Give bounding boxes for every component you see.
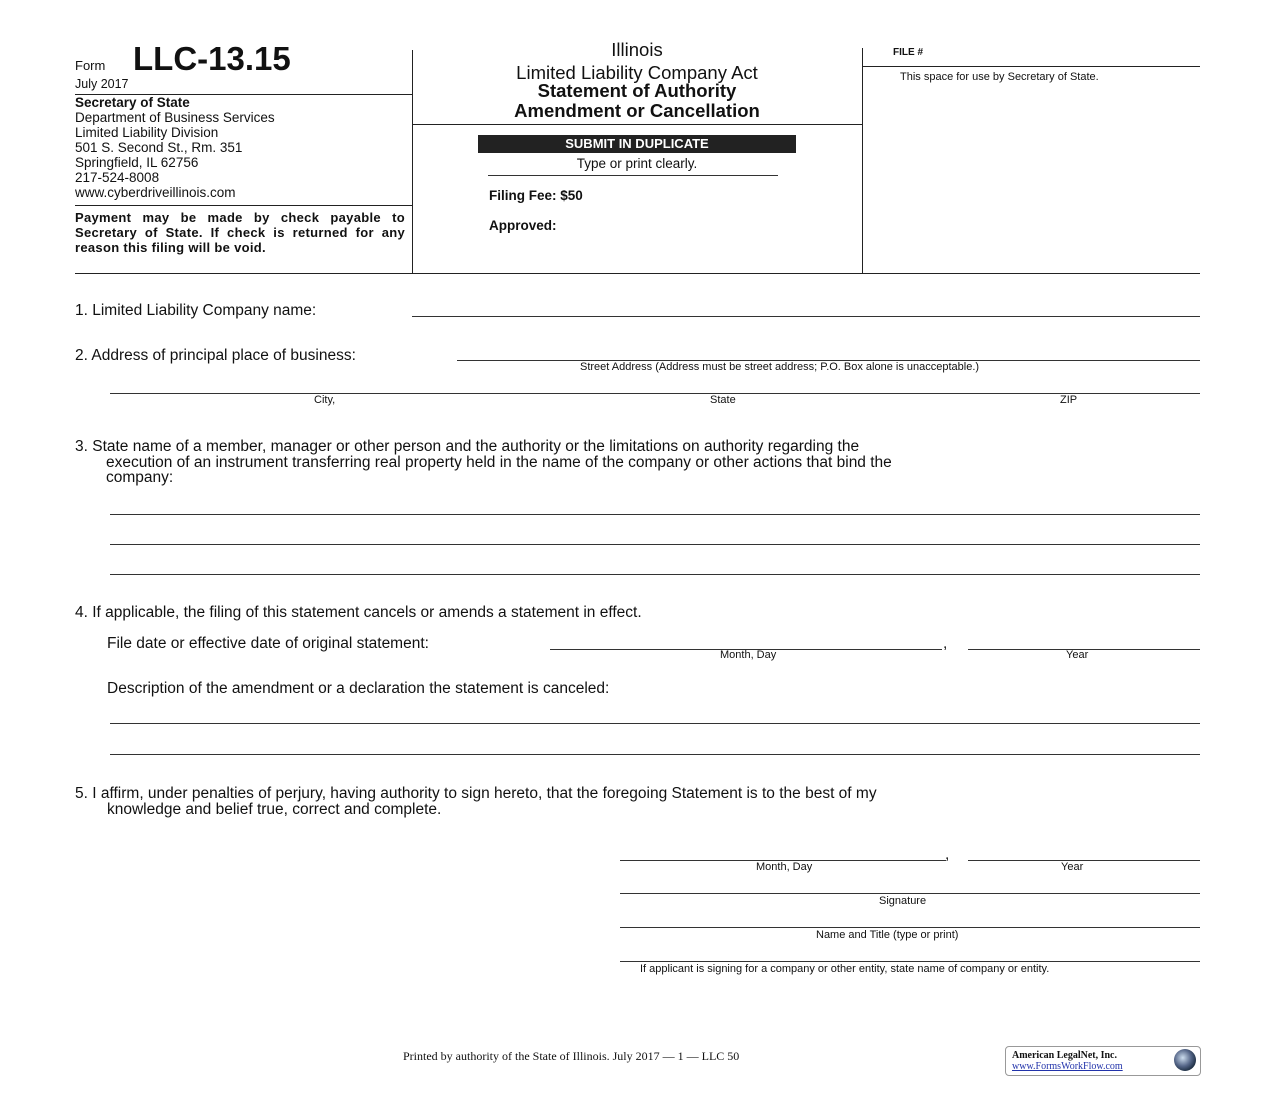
title: Statement of Authority [537, 80, 737, 101]
submit-duplicate-banner: SUBMIT IN DUPLICATE [478, 135, 796, 153]
city-state-zip-field[interactable] [110, 393, 1200, 394]
q4-date-label: File date or effective date of original statement: [107, 635, 429, 652]
form-date: July 2017 [75, 77, 129, 91]
q1-label: 1. Limited Liability Company name: [75, 302, 317, 319]
form-label: Form [75, 58, 106, 73]
description-field-line[interactable] [110, 723, 1200, 724]
signature-caption: Signature [879, 895, 927, 907]
divider [75, 205, 412, 206]
name-title-field[interactable] [620, 927, 1200, 928]
agency-address [75, 95, 275, 200]
q3-line: 3. State name of a member, manager or other person and the authority or the limitations on authority regarding the [75, 438, 860, 455]
entity-name-field[interactable] [620, 961, 1200, 962]
vendor-name: American LegalNet, Inc. [1012, 1050, 1117, 1061]
divider [488, 175, 778, 176]
approved-label: Approved: [489, 218, 557, 233]
company-name-field[interactable] [412, 316, 1200, 317]
divider [75, 273, 1200, 274]
description-field-line[interactable] [110, 754, 1200, 755]
sign-year-field[interactable] [968, 860, 1200, 861]
divider [412, 124, 862, 125]
file-number-label: FILE # [893, 47, 924, 58]
printed-by-footer: Printed by authority of the State of Illinois. July 2017 — 1 — LLC 50 [403, 1049, 740, 1063]
subtitle: Amendment or Cancellation [514, 100, 760, 121]
agency-line: Department of Business Services [75, 110, 275, 125]
q3-line: execution of an instrument transferring real property held in the name of the company or other actions that bind the [106, 453, 892, 471]
month-day-caption: Month, Day [720, 649, 777, 661]
authority-field-line[interactable] [110, 574, 1200, 575]
q4-desc-label: Description of the amendment or a declaration the statement is canceled: [107, 680, 610, 697]
type-print-note: Type or print clearly. [576, 156, 698, 171]
month-day-caption: Month, Day [756, 861, 813, 873]
state-caption: State [710, 394, 736, 406]
name-title-caption: Name and Title (type or print) [816, 929, 959, 941]
comma: , [943, 635, 948, 652]
authority-field-line[interactable] [110, 544, 1200, 545]
authority-field-line[interactable] [110, 514, 1200, 515]
signature-field[interactable] [620, 893, 1200, 894]
agency-line: Springfield, IL 62756 [75, 155, 199, 170]
zip-caption: ZIP [1060, 394, 1078, 406]
street-caption: Street Address (Address must be street address; P.O. Box alone is unacceptable.) [580, 361, 980, 373]
q2-label: 2. Address of principal place of business: [75, 347, 356, 364]
entity-caption: If applicant is signing for a company or other entity, state name of company or entity. [640, 963, 1050, 975]
q3-label [75, 439, 892, 486]
q5-line: 5. I affirm, under penalties of perjury, having authority to sign hereto, that the foregoing Statement is to the best of my [75, 785, 877, 802]
sos-use-note: This space for use by Secretary of State. [900, 71, 1099, 83]
year-caption: Year [1061, 861, 1084, 873]
agency-line: 501 S. Second St., Rm. 351 [75, 140, 243, 155]
payment-note: Payment may be made by check payable to Secretary of State. If check is returned for any reason this filing will be void. [75, 210, 405, 255]
state: Illinois [611, 39, 663, 60]
vendor-url[interactable]: www.FormsWorkFlow.com [1012, 1061, 1123, 1072]
comma: , [945, 846, 950, 863]
globe-logo-icon [1174, 1049, 1196, 1071]
form-number: LLC-13.15 [133, 40, 291, 77]
form-title [412, 38, 862, 121]
filing-fee: Filing Fee: $50 [489, 188, 583, 203]
q4-label: 4. If applicable, the filing of this statement cancels or amends a statement in effect. [75, 604, 642, 621]
agency-line: Limited Liability Division [75, 125, 219, 140]
website-link[interactable]: www.cyberdriveillinois.com [75, 185, 236, 200]
q3-line: company: [106, 469, 174, 486]
act: Limited Liability Company Act [516, 62, 758, 83]
divider [862, 48, 863, 274]
vendor-badge[interactable] [1005, 1046, 1201, 1076]
q5-line: knowledge and belief true, correct and complete. [107, 800, 442, 818]
divider [862, 66, 1200, 67]
q5-label [75, 786, 877, 817]
city-caption: City, [314, 394, 336, 406]
agency-line: Secretary of State [75, 95, 190, 110]
agency-line: 217-524-8008 [75, 170, 160, 185]
year-caption: Year [1066, 649, 1089, 661]
